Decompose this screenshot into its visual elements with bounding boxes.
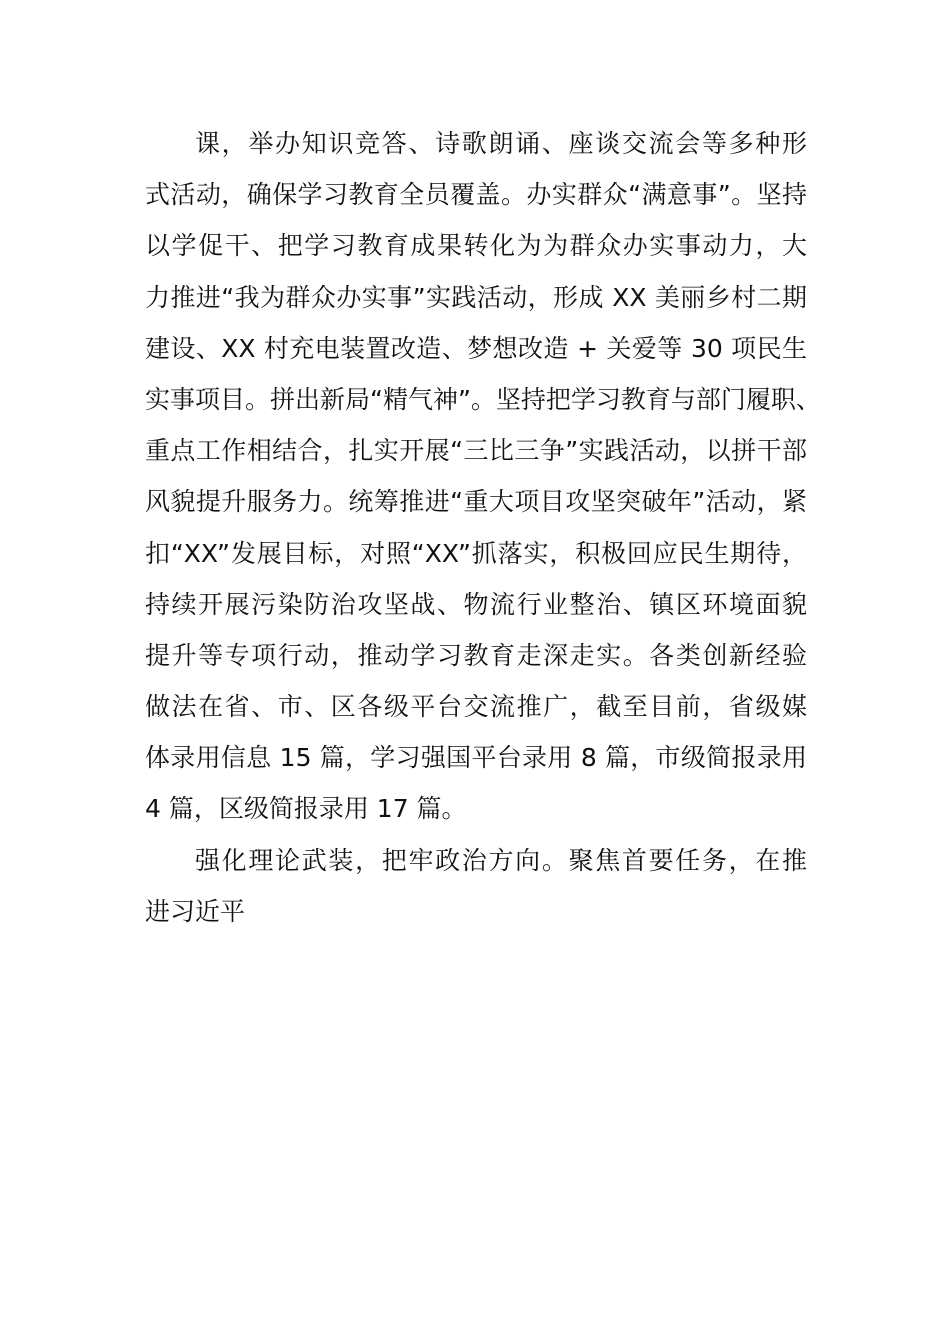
text-line: 体录用信息 15 篇，学习强国平台录用 8 篇，市级简报录用 [145, 743, 807, 773]
paragraph-1 [145, 118, 821, 835]
document-body [145, 118, 821, 937]
text-line: 重点工作相结合，扎实开展“三比三争”实践活动，以拼干部 [145, 436, 807, 466]
text-line: 风貌提升服务力。统筹推进“重大项目攻坚突破年”活动，紧 [145, 487, 807, 517]
paragraph-2 [145, 835, 807, 937]
text-line: 持续开展污染防治攻坚战、物流行业整治、镇区环境面貌 [145, 589, 807, 619]
text-line: 建设、XX 村充电装置改造、梦想改造 + 关爱等 30 项民生 [145, 333, 807, 363]
text-line: 以学促干、把学习教育成果转化为为群众办实事动力，大 [145, 231, 807, 261]
text-line: 提升等专项行动，推动学习教育走深走实。各类创新经验 [145, 640, 807, 670]
text-line: 力推进“我为群众办实事”实践活动，形成 XX 美丽乡村二期 [145, 282, 807, 312]
text-line: 实事项目。拼出新局“精气神”。坚持把学习教育与部门履职、 [145, 384, 821, 414]
text-line: 进习近平 [145, 896, 246, 926]
text-line: 扣“XX”发展目标，对照“XX”抓落实，积极回应民生期待， [145, 538, 807, 568]
text-line: 强化理论武装，把牢政治方向。聚焦首要任务，在推 [195, 845, 807, 875]
text-line: 课，举办知识竞答、诗歌朗诵、座谈交流会等多种形 [195, 129, 807, 158]
text-line: 做法在省、市、区各级平台交流推广，截至目前，省级媒 [145, 692, 807, 722]
text-line: 式活动，确保学习教育全员覆盖。办实群众“满意事”。坚持 [145, 180, 807, 210]
text-line: 4 篇，区级简报录用 17 篇。 [145, 794, 467, 824]
